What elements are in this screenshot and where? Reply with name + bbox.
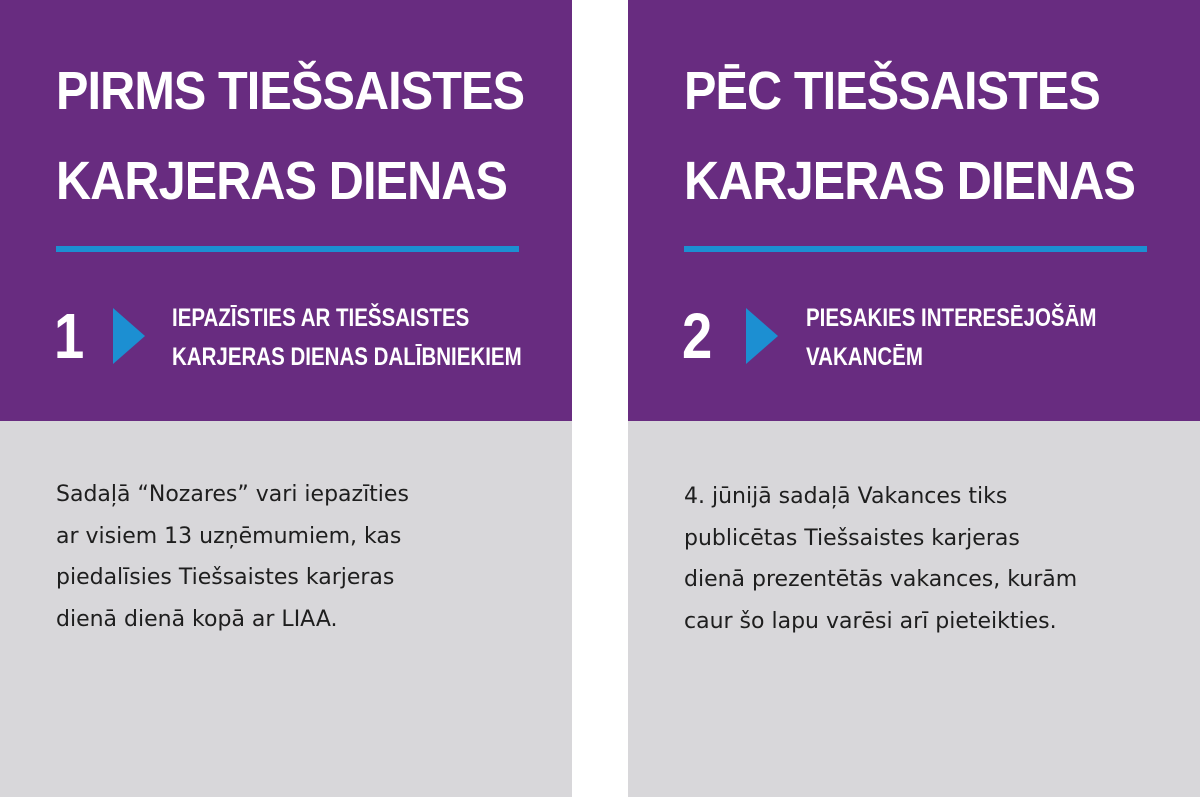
- play-triangle-icon: [746, 308, 778, 364]
- card-heading-line: PIRMS TIEŠSAISTES: [56, 61, 525, 121]
- step-label-line: PIESAKIES INTERESĒJOŠĀM: [806, 304, 1097, 332]
- card-heading: [684, 46, 1135, 226]
- card-description-line: 4. jūnijā sadaļā Vakances tiks: [684, 484, 1008, 509]
- card-heading-line: PĒC TIEŠSAISTES: [684, 61, 1100, 121]
- card-heading-line: KARJERAS DIENAS: [684, 151, 1135, 211]
- step-number: 1: [54, 300, 85, 372]
- card-description-line: dienā prezentētās vakances, kurām: [684, 567, 1078, 592]
- card-after-career-day: [628, 0, 1200, 797]
- card-description: [56, 474, 546, 640]
- card-description-line: publicētas Tiešsaistes karjeras: [684, 525, 1020, 551]
- heading-divider: [56, 246, 519, 252]
- card-description-line: Sadaļā “Nozares” vari iepazīties: [56, 482, 409, 507]
- card-before-career-day: [0, 0, 572, 797]
- card-heading-line: KARJERAS DIENAS: [56, 151, 507, 211]
- card-header-panel: [628, 0, 1200, 421]
- card-description-line: dienā dienā kopā ar LIAA.: [56, 606, 338, 632]
- step-label: [172, 299, 522, 377]
- step-label: [806, 299, 1096, 377]
- play-triangle-icon: [113, 308, 145, 364]
- card-header-panel: [0, 0, 572, 421]
- step-label-line: VAKANCĒM: [806, 343, 923, 371]
- card-description-line: caur šo lapu varēsi arī pieteikties.: [684, 608, 1057, 634]
- heading-divider: [684, 246, 1147, 252]
- step-label-line: IEPAZĪSTIES AR TIEŠSAISTES: [172, 304, 470, 332]
- step-number: 2: [682, 300, 713, 372]
- step-label-line: KARJERAS DIENAS DALĪBNIEKIEM: [172, 343, 522, 371]
- card-description-line: piedalīsies Tiešsaistes karjeras: [56, 565, 395, 590]
- card-description: [684, 476, 1174, 642]
- card-heading: [56, 46, 524, 226]
- card-description-line: ar visiem 13 uzņēmumiem, kas: [56, 523, 402, 549]
